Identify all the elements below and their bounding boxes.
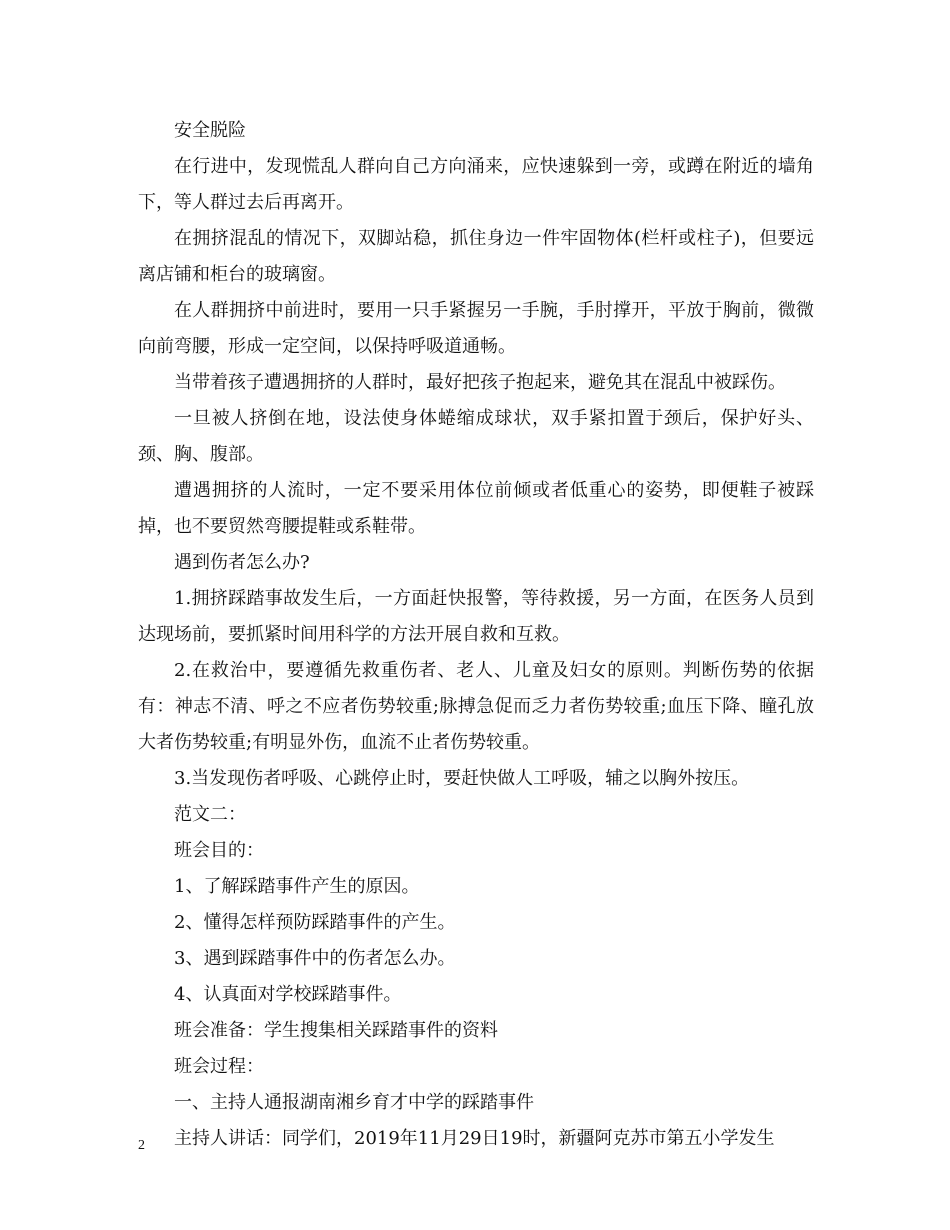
page-number: 2 <box>138 1138 145 1153</box>
paragraph: 班会准备：学生搜集相关踩踏事件的资料 <box>174 1020 498 1041</box>
list-item: 3、遇到踩踏事件中的伤者怎么办。 <box>174 948 456 969</box>
list-item: 3.当发现伤者呼吸、心跳停止时，要赶快做人工呼吸，辅之以胸外按压。 <box>174 768 750 789</box>
paragraph: 在拥挤混乱的情况下，双脚站稳，抓住身边一件牢固物体(栏杆或柱子)，但要远离店铺和柜台的玻璃窗。 <box>138 228 814 285</box>
paragraph: 主持人讲话：同学们，2019年11月29日19时，新疆阿克苏市第五小学发生 <box>174 1128 775 1149</box>
section-heading: 安全脱险 <box>174 120 246 141</box>
section-heading: 班会过程： <box>174 1056 264 1077</box>
list-item: 2、懂得怎样预防踩踏事件的产生。 <box>174 912 456 933</box>
document-body <box>138 113 814 1157</box>
paragraph: 在人群拥挤中前进时，要用一只手紧握另一手腕，手肘撑开，平放于胸前，微微向前弯腰，形成一定空间，以保持呼吸道通畅。 <box>138 300 814 357</box>
paragraph: 在行进中，发现慌乱人群向自己方向涌来，应快速躲到一旁，或蹲在附近的墙角下，等人群过去后再离开。 <box>138 156 814 213</box>
section-heading: 班会目的： <box>174 840 264 861</box>
list-item: 4、认真面对学校踩踏事件。 <box>174 984 402 1005</box>
list-item: 1.拥挤踩踏事故发生后，一方面赶快报警，等待救援，另一方面，在医务人员到达现场前，要抓紧时间用科学的方法开展自救和互救。 <box>138 588 814 645</box>
list-item: 1、了解踩踏事件产生的原因。 <box>174 876 420 897</box>
section-heading: 范文二： <box>174 804 246 825</box>
list-item: 2.在救治中，要遵循先救重伤者、老人、儿童及妇女的原则。判断伤势的依据有：神志不清、呼之不应者伤势较重;脉搏急促而乏力者伤势较重;血压下降、瞳孔放大者伤势较重;有明显外伤，血流不止者伤势较重。 <box>138 660 814 753</box>
paragraph: 遭遇拥挤的人流时，一定不要采用体位前倾或者低重心的姿势，即便鞋子被踩掉，也不要贸然弯腰提鞋或系鞋带。 <box>138 480 814 537</box>
paragraph: 当带着孩子遭遇拥挤的人群时，最好把孩子抱起来，避免其在混乱中被踩伤。 <box>174 372 786 393</box>
section-heading: 遇到伤者怎么办? <box>174 552 310 573</box>
paragraph: 一旦被人挤倒在地，设法使身体蜷缩成球状，双手紧扣置于颈后，保护好头、颈、胸、腹部。 <box>138 408 814 465</box>
section-heading: 一、主持人通报湖南湘乡育才中学的踩踏事件 <box>174 1092 534 1113</box>
